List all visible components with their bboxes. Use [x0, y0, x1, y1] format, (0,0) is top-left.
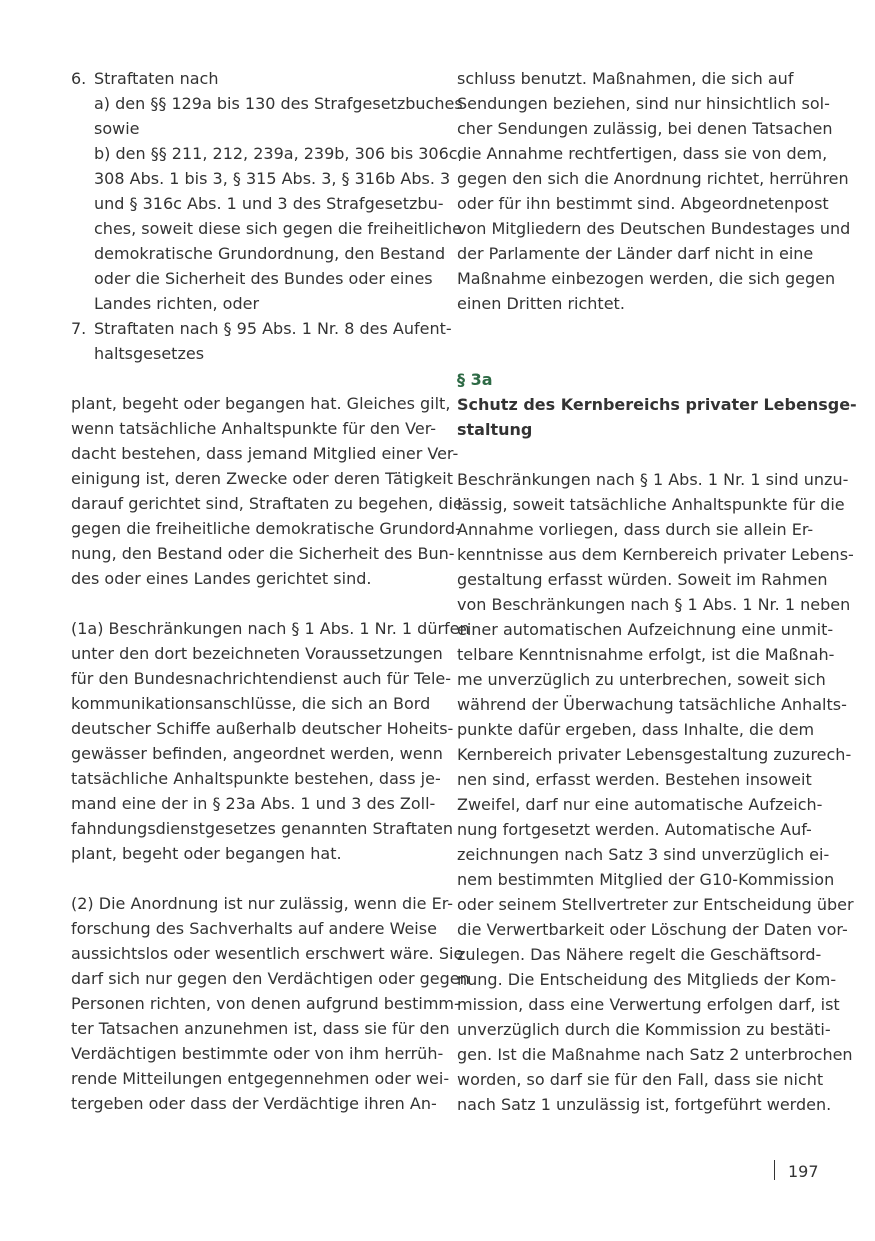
paragraph-line: Kernbereich privater Lebensgestaltung zuzurech-: [457, 745, 852, 764]
paragraph-line: nung fortgesetzt werden. Automatische Auf-: [457, 820, 812, 839]
section-number: § 3a: [457, 370, 493, 389]
paragraph-line: fahndungsdienstgesetzes genannten Straftaten: [71, 819, 454, 838]
paragraph-line: zeichnungen nach Satz 3 sind unverzüglich ei-: [457, 845, 830, 864]
paragraph-line: Verdächtigen bestimmte oder von ihm herrüh-: [71, 1044, 444, 1063]
paragraph-line: von Mitgliedern des Deutschen Bundestages und: [457, 219, 851, 238]
paragraph-line: die Verwertbarkeit oder Löschung der Daten vor-: [457, 920, 848, 939]
paragraph-line: für den Bundesnachrichtendienst auch für Tele-: [71, 669, 452, 688]
paragraph-line: oder seinem Stellvertreter zur Entscheidung über: [457, 895, 854, 914]
paragraph-line: nen sind, erfasst werden. Bestehen insoweit: [457, 770, 812, 789]
paragraph-line: schluss benutzt. Maßnahmen, die sich auf: [457, 69, 794, 88]
paragraph-line: Personen richten, von denen aufgrund bestimm-: [71, 994, 460, 1013]
list-item-6-line: und § 316c Abs. 1 und 3 des Strafgesetzbu-: [94, 194, 444, 213]
paragraph-line: einer automatischen Aufzeichnung eine unmit-: [457, 620, 834, 639]
paragraph-line: ter Tatsachen anzunehmen ist, dass sie für den: [71, 1019, 450, 1038]
section-title: Schutz des Kernbereichs privater Lebensge-: [457, 395, 857, 414]
paragraph-line: worden, so darf sie für den Fall, dass sie nicht: [457, 1070, 824, 1089]
paragraph-line: kommunikationsanschlüsse, die sich an Bord: [71, 694, 431, 713]
paragraph-line: gegen die freiheitliche demokratische Grundord-: [71, 519, 461, 538]
paragraph-line: darf sich nur gegen den Verdächtigen oder gegen: [71, 969, 470, 988]
section-title: staltung: [457, 420, 533, 439]
paragraph-line: tergeben oder dass der Verdächtige ihren An-: [71, 1094, 437, 1113]
list-number-6: 6.: [71, 69, 87, 88]
paragraph-line: dacht bestehen, dass jemand Mitglied einer Ver-: [71, 444, 459, 463]
paragraph-line: mand eine der in § 23a Abs. 1 und 3 des Zoll-: [71, 794, 436, 813]
paragraph-line: me unverzüglich zu unterbrechen, soweit sich: [457, 670, 826, 689]
paragraph-line: oder für ihn bestimmt sind. Abgeordnetenpost: [457, 194, 829, 213]
paragraph-line: nung. Die Entscheidung des Mitglieds der Kom-: [457, 970, 837, 989]
paragraph-line: zulegen. Das Nähere regelt die Geschäftsord-: [457, 945, 822, 964]
paragraph-line: telbare Kenntnisnahme erfolgt, ist die Maßnah-: [457, 645, 835, 664]
paragraph-line: einigung ist, deren Zwecke oder deren Tätigkeit: [71, 469, 453, 488]
paragraph-line: mission, dass eine Verwertung erfolgen darf, ist: [457, 995, 840, 1014]
paragraph-line: gen. Ist die Maßnahme nach Satz 2 unterbrochen: [457, 1045, 853, 1064]
paragraph-line: während der Überwachung tatsächliche Anhalts-: [457, 695, 847, 714]
paragraph-line: der Parlamente der Länder darf nicht in eine: [457, 244, 814, 263]
list-item-6-line: ches, soweit diese sich gegen die freiheitliche: [94, 219, 462, 238]
paragraph-line: die Annahme rechtfertigen, dass sie von dem,: [457, 144, 828, 163]
paragraph-line: deutscher Schiffe außerhalb deutscher Hoheits-: [71, 719, 454, 738]
paragraph-line: kenntnisse aus dem Kernbereich privater Lebens-: [457, 545, 854, 564]
paragraph-line: von Beschränkungen nach § 1 Abs. 1 Nr. 1 neben: [457, 595, 851, 614]
list-item-6-line: Landes richten, oder: [94, 294, 260, 313]
list-item-6-line: sowie: [94, 119, 140, 138]
paragraph-line: einen Dritten richtet.: [457, 294, 625, 313]
paragraph-line: forschung des Sachverhalts auf andere Weise: [71, 919, 437, 938]
paragraph-line: des oder eines Landes gerichtet sind.: [71, 569, 372, 588]
paragraph-line: (2) Die Anordnung ist nur zulässig, wenn die Er-: [71, 894, 454, 913]
list-item-7-line: Straftaten nach § 95 Abs. 1 Nr. 8 des Aufent-: [94, 319, 452, 338]
paragraph-line: lässig, soweit tatsächliche Anhaltspunkte für die: [457, 495, 845, 514]
list-item-6-line: demokratische Grundordnung, den Bestand: [94, 244, 446, 263]
paragraph-line: tatsächliche Anhaltspunkte bestehen, dass je-: [71, 769, 441, 788]
list-item-6-line: 308 Abs. 1 bis 3, § 315 Abs. 3, § 316b Abs. 3: [94, 169, 451, 188]
paragraph-line: nung, den Bestand oder die Sicherheit des Bun-: [71, 544, 455, 563]
list-item-6-line: Straftaten nach: [94, 69, 219, 88]
paragraph-line: unverzüglich durch die Kommission zu bestäti-: [457, 1020, 831, 1039]
paragraph-line: rende Mitteilungen entgegennehmen oder wei-: [71, 1069, 450, 1088]
paragraph-line: aussichtslos oder wesentlich erschwert wäre. Sie: [71, 944, 464, 963]
page-number: 197: [788, 1162, 819, 1181]
paragraph-line: gewässer befinden, angeordnet werden, wenn: [71, 744, 443, 763]
paragraph-line: unter den dort bezeichneten Voraussetzungen: [71, 644, 443, 663]
list-item-7-line: haltsgesetzes: [94, 344, 205, 363]
paragraph-line: plant, begeht oder begangen hat. Gleiches gilt,: [71, 394, 451, 413]
paragraph-line: Maßnahme einbezogen werden, die sich gegen: [457, 269, 836, 288]
paragraph-line: darauf gerichtet sind, Straftaten zu begehen, die: [71, 494, 463, 513]
paragraph-line: gegen den sich die Anordnung richtet, herrühren: [457, 169, 849, 188]
paragraph-line: wenn tatsächliche Anhaltspunkte für den Ver-: [71, 419, 437, 438]
paragraph-line: Annahme vorliegen, dass durch sie allein Er-: [457, 520, 814, 539]
paragraph-line: gestaltung erfasst würden. Soweit im Rahmen: [457, 570, 828, 589]
paragraph-line: Beschränkungen nach § 1 Abs. 1 Nr. 1 sind unzu-: [457, 470, 849, 489]
paragraph-line: Sendungen beziehen, sind nur hinsichtlich sol-: [457, 94, 830, 113]
paragraph-line: nem bestimmten Mitglied der G10-Kommission: [457, 870, 835, 889]
paragraph-line: nach Satz 1 unzulässig ist, fortgeführt werden.: [457, 1095, 832, 1114]
paragraph-line: plant, begeht oder begangen hat.: [71, 844, 342, 863]
list-item-6-line: oder die Sicherheit des Bundes oder eines: [94, 269, 433, 288]
paragraph-line: Zweifel, darf nur eine automatische Aufzeich-: [457, 795, 823, 814]
list-item-6-line: b) den §§ 211, 212, 239a, 239b, 306 bis 306c,: [94, 144, 463, 163]
paragraph-line: (1a) Beschränkungen nach § 1 Abs. 1 Nr. 1 dürfen: [71, 619, 470, 638]
list-item-6-line: a) den §§ 129a bis 130 des Strafgesetzbuches: [94, 94, 463, 113]
footer-separator: [774, 1160, 775, 1180]
paragraph-line: punkte dafür ergeben, dass Inhalte, die dem: [457, 720, 815, 739]
list-number-7: 7.: [71, 319, 87, 338]
paragraph-line: cher Sendungen zulässig, bei denen Tatsachen: [457, 119, 833, 138]
